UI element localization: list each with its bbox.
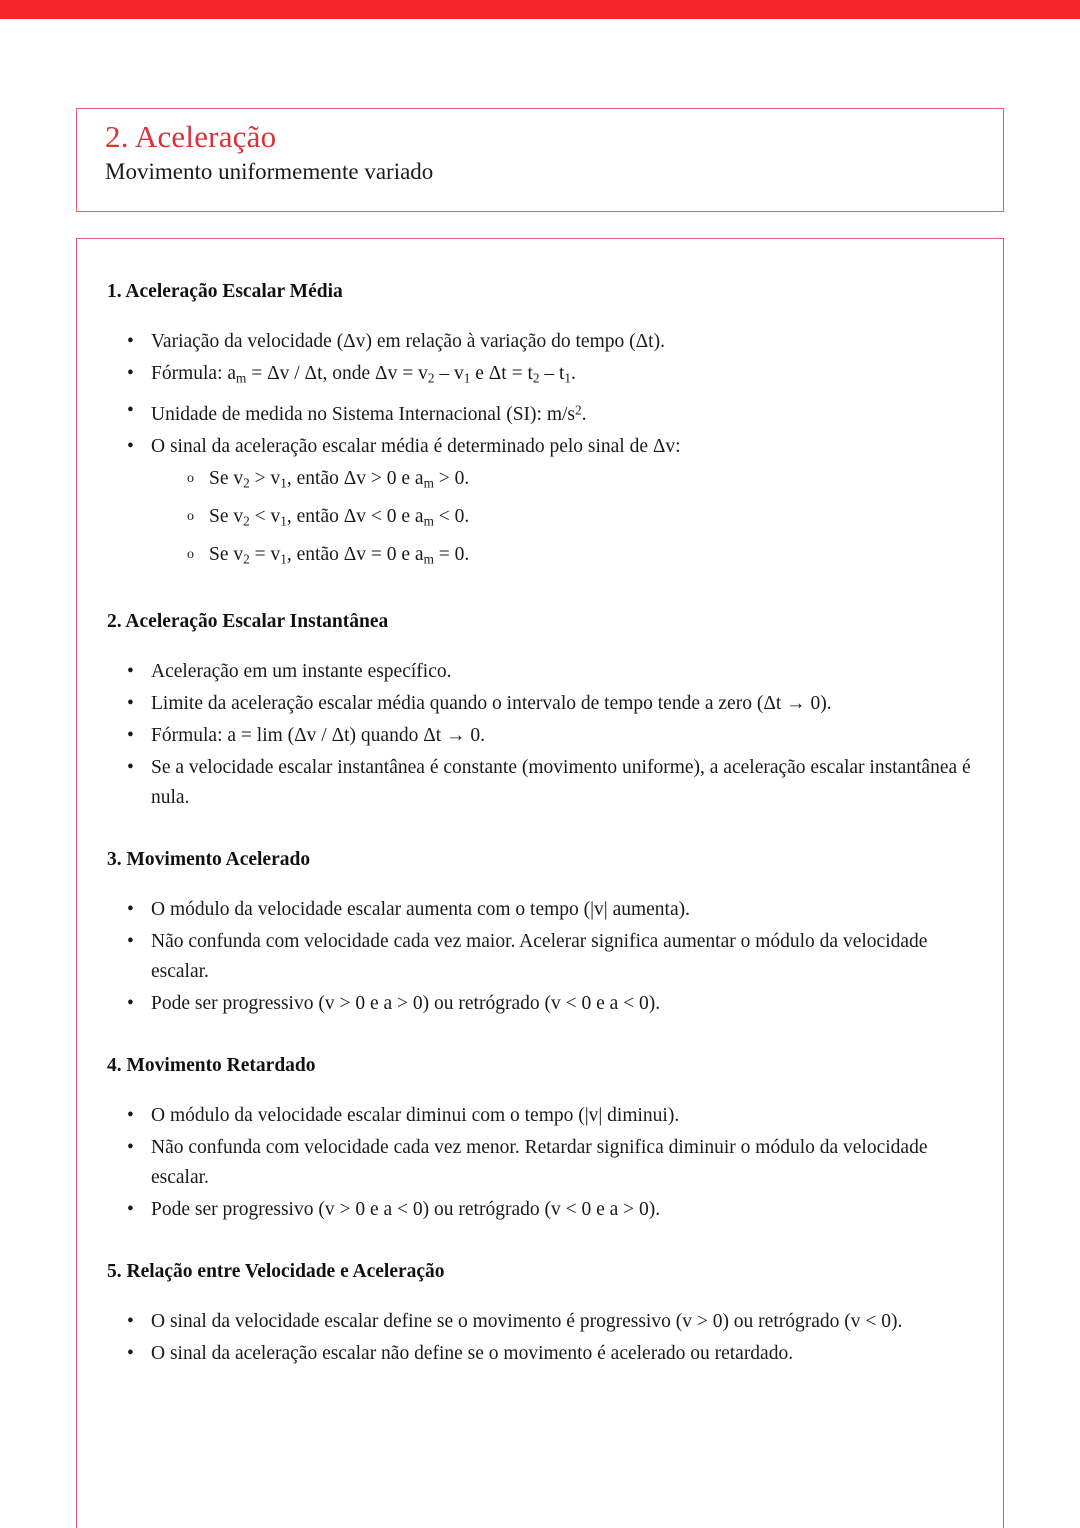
list-item-text: O sinal da aceleração escalar média é determinado pelo sinal de Δv: [151,436,681,458]
list-item [125,1339,973,1369]
list-item [125,989,973,1019]
bullet-marker-icon: • [127,993,134,1015]
list-item [125,721,973,751]
bullet-marker-icon: • [127,693,134,715]
section-heading: 3. Movimento Acelerado [107,849,311,871]
list-item-text: Fórmula: a = lim (Δv / Δt) quando Δt → 0. [151,725,486,747]
sub-bullet-marker-icon: o [187,508,194,524]
list-item-text: Não confunda com velocidade cada vez menor. Retardar significa diminuir o módulo da velocidade escalar. [151,1137,928,1189]
sub-list-item [187,462,973,500]
bullet-marker-icon: • [127,1105,134,1127]
list-item [125,1101,973,1131]
document-header-box [76,108,1004,212]
bullet-marker-icon: • [127,1311,134,1333]
document-content-box [76,238,1004,1528]
list-item-text: Limite da aceleração escalar média quando o intervalo de tempo tende a zero (Δt → 0). [151,693,832,715]
bullet-marker-icon: • [127,899,134,921]
list-item [125,1195,973,1225]
bullet-list [125,895,973,1019]
sub-bullet-list [187,462,973,575]
bullet-marker-icon: • [127,363,134,384]
content-sections [77,239,1003,1369]
bullet-marker-icon: • [127,757,134,779]
list-item-text: Unidade de medida no Sistema Internacional (SI): $m/s^2$. [151,402,587,426]
list-item [125,396,973,431]
list-item [125,1307,973,1337]
list-item [125,1133,973,1193]
sub-bullet-marker-icon: o [187,546,194,562]
list-item-text: O sinal da aceleração escalar não define se o movimento é acelerado ou retardado. [151,1343,794,1365]
list-item-text: O módulo da velocidade escalar diminui com o tempo (|v| diminui). [151,1105,680,1127]
bullet-marker-icon: • [127,1343,134,1365]
list-item [125,327,973,357]
bullet-list [125,1307,973,1369]
bullet-marker-icon: • [127,1199,134,1221]
list-item [125,927,973,987]
bullet-list [125,327,973,575]
sub-list-item [187,500,973,538]
top-accent-bar [0,0,1080,19]
list-item [125,657,973,687]
bullet-marker-icon: • [127,399,134,421]
bullet-marker-icon: • [127,436,134,458]
list-item-text: O módulo da velocidade escalar aumenta com o tempo (|v| aumenta). [151,899,690,921]
content-section [107,1259,973,1369]
list-item-text: Variação da velocidade (Δv) em relação à variação do tempo (Δt). [151,331,665,352]
page-title: 2. Aceleração [105,119,277,154]
sub-list-item-text: Se $v_2 > v_1$, então Δv > 0 e $a_m > 0$. [209,468,470,491]
list-item-text: Não confunda com velocidade cada vez maior. Acelerar significa aumentar o módulo da velocidade escalar. [151,931,928,983]
sub-list-item-text: Se $v_2 < v_1$, então Δv < 0 e $a_m < 0$. [209,505,470,529]
list-item-text: Se a velocidade escalar instantânea é constante (movimento uniforme), a aceleração escalar instantânea é nula. [151,757,971,809]
bullet-marker-icon: • [127,331,134,352]
list-item-text: Pode ser progressivo (v > 0 e a > 0) ou retrógrado (v < 0 e a < 0). [151,993,661,1015]
sub-list-item-text: Se $v_2 = v_1$, então Δv = 0 e $a_m = 0$. [209,543,470,567]
content-section [107,609,973,813]
page-subtitle: Movimento uniformemente variado [105,159,434,184]
list-item [125,895,973,925]
content-section [107,847,973,1019]
section-heading: 4. Movimento Retardado [107,1055,316,1077]
sub-bullet-marker-icon: o [187,471,194,487]
list-item [125,359,973,394]
list-item [125,753,973,813]
section-heading: 1. Aceleração Escalar Média [107,281,343,302]
bullet-list [125,657,973,813]
list-item-text: Fórmula: $a_m = \Delta v / \Delta t$, onde $\Delta v = v_2 - v_1$ e $\Delta t = t_2 - t_1$. [151,363,576,386]
bullet-marker-icon: • [127,1137,134,1159]
content-section [107,279,973,575]
list-item [125,689,973,719]
list-item-text: O sinal da velocidade escalar define se o movimento é progressivo (v > 0) ou retrógrado (v < 0). [151,1311,903,1333]
section-heading: 5. Relação entre Velocidade e Aceleração [107,1261,445,1283]
sub-list-item [187,538,973,576]
bullet-marker-icon: • [127,931,134,953]
bullet-marker-icon: • [127,725,134,747]
bullet-marker-icon: • [127,661,134,683]
list-item-text: Aceleração em um instante específico. [151,661,452,683]
bullet-list [125,1101,973,1225]
section-heading: 2. Aceleração Escalar Instantânea [107,611,389,633]
list-item-text: Pode ser progressivo (v > 0 e a < 0) ou retrógrado (v < 0 e a > 0). [151,1199,661,1221]
list-item [125,432,973,575]
content-section [107,1053,973,1225]
